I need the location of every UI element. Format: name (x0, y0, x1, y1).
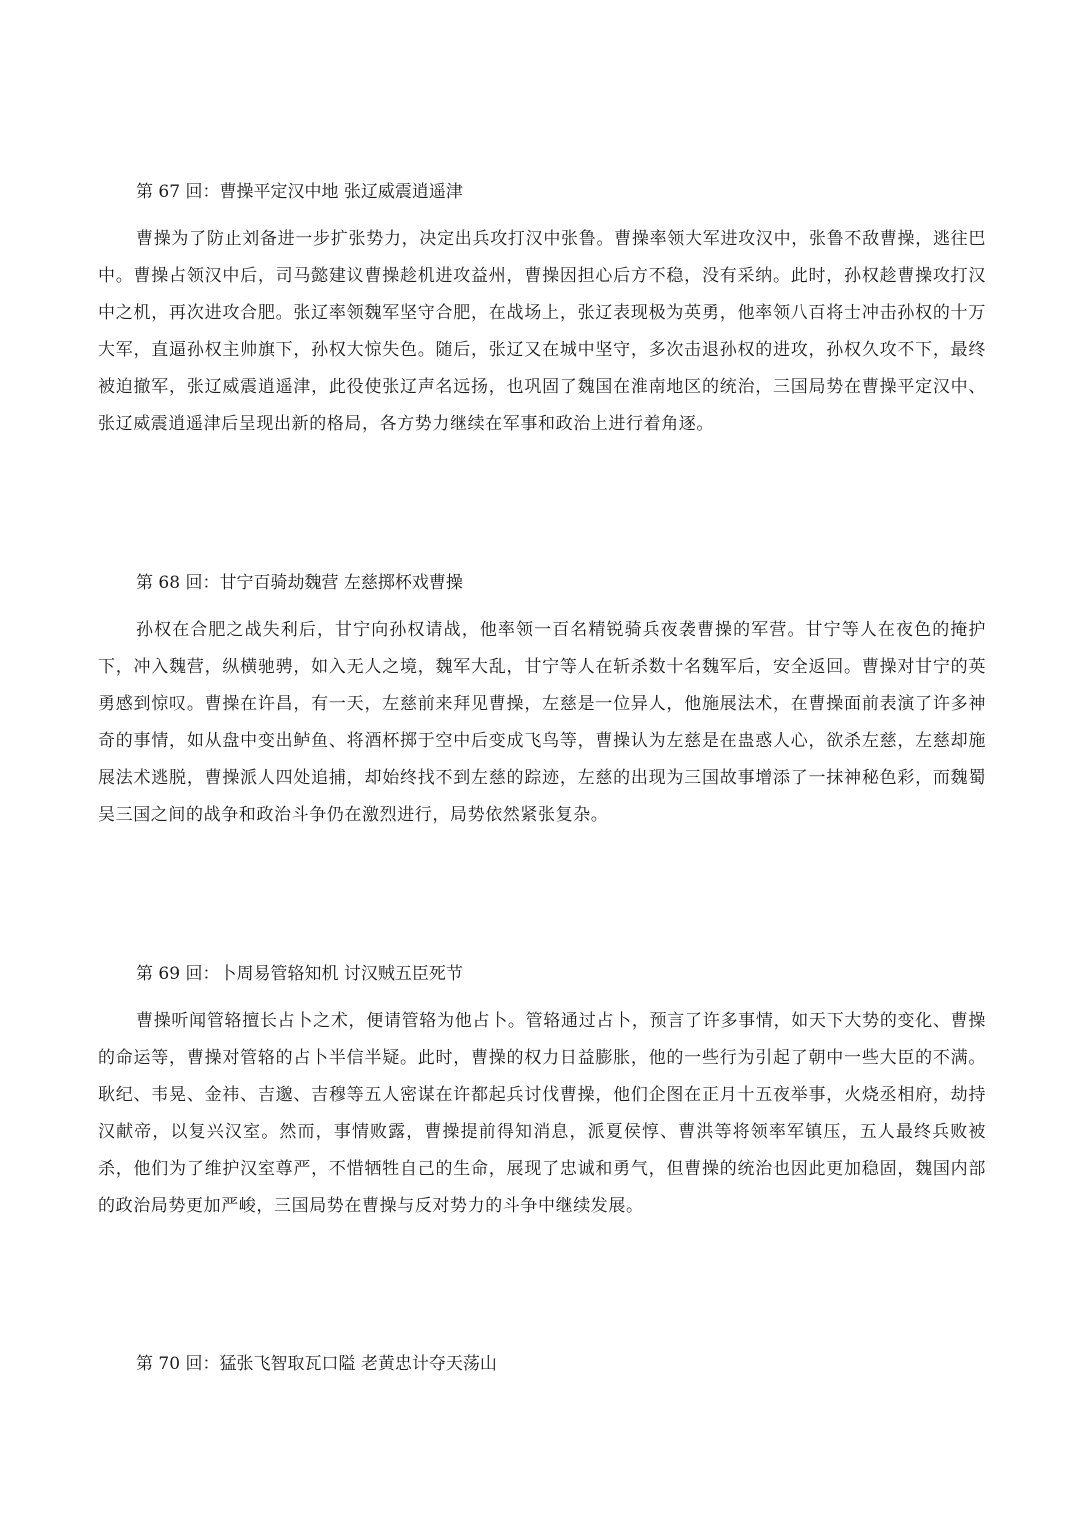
chapter-body: 孙权在合肥之战失利后，甘宁向孙权请战，他率领一百名精锐骑兵夜袭曹操的军营。甘宁等人在夜色的掩护下，冲入魏营，纵横驰骋，如入无人之境，魏军大乱，甘宁等人在斩杀数十名魏军后，安全返回。曹操对甘宁的英勇感到惊叹。曹操在许昌，有一天，左慈前来拜见曹操，左慈是一位异人，他施展法术，在曹操面前表演了许多神奇的事情，如从盘中变出鲈鱼、将酒杯掷于空中后变成飞鸟等，曹操认为左慈是在蛊惑人心，欲杀左慈，左慈却施展法术逃脱，曹操派人四处追捕，却始终找不到左慈的踪迹，左慈的出现为三国故事增添了一抹神秘色彩，而魏蜀吴三国之间的战争和政治斗争仍在激烈进行，局势依然紧张复杂。 (98, 620, 986, 825)
chapter-title: 第 67 回：曹操平定汉中地 张辽威震逍遥津 (136, 182, 463, 202)
chapter-68 (98, 571, 986, 834)
chapter-69 (98, 962, 986, 1225)
chapter-body: 曹操听闻管辂擅长占卜之术，便请管辂为他占卜。管辂通过占卜，预言了许多事情，如天下大势的变化、曹操的命运等，曹操对管辂的占卜半信半疑。此时，曹操的权力日益膨胀，他的一些行为引起了朝中一些大臣的不满。耿纪、韦晃、金祎、吉邈、吉穆等五人密谋在许都起兵讨伐曹操，他们企图在正月十五夜举事，火烧丞相府，劫持汉献帝，以复兴汉室。然而，事情败露，曹操提前得知消息，派夏侯惇、曹洪等将领率军镇压，五人最终兵败被杀，他们为了维护汉室尊严，不惜牺牲自己的生命，展现了忠诚和勇气，但曹操的统治也因此更加稳固，魏国内部的政治局势更加严峻，三国局势在曹操与反对势力的斗争中继续发展。 (98, 1011, 986, 1216)
chapter-body: 曹操为了防止刘备进一步扩张势力，决定出兵攻打汉中张鲁。曹操率领大军进攻汉中，张鲁不敌曹操，逃往巴中。曹操占领汉中后，司马懿建议曹操趁机进攻益州，曹操因担心后方不稳，没有采纳。此时，孙权趁曹操攻打汉中之机，再次进攻合肥。张辽率领魏军坚守合肥，在战场上，张辽表现极为英勇，他率领八百将士冲击孙权的十万大军，直逼孙权主帅旗下，孙权大惊失色。随后，张辽又在城中坚守，多次击退孙权的进攻，孙权久攻不下，最终被迫撤军，张辽威震逍遥津，此役使张辽声名远扬，也巩固了魏国在淮南地区的统治，三国局势在曹操平定汉中、张辽威震逍遥津后呈现出新的格局，各方势力继续在军事和政治上进行着角逐。 (98, 229, 986, 434)
chapter-title: 第 69 回：卜周易管辂知机 讨汉贼五臣死节 (136, 964, 463, 984)
chapter-70 (98, 1352, 986, 1376)
chapter-67 (98, 180, 986, 443)
chapter-title: 第 70 回：猛张飞智取瓦口隘 老黄忠计夺天荡山 (136, 1354, 497, 1374)
chapter-title: 第 68 回：甘宁百骑劫魏营 左慈掷杯戏曹操 (136, 573, 463, 593)
